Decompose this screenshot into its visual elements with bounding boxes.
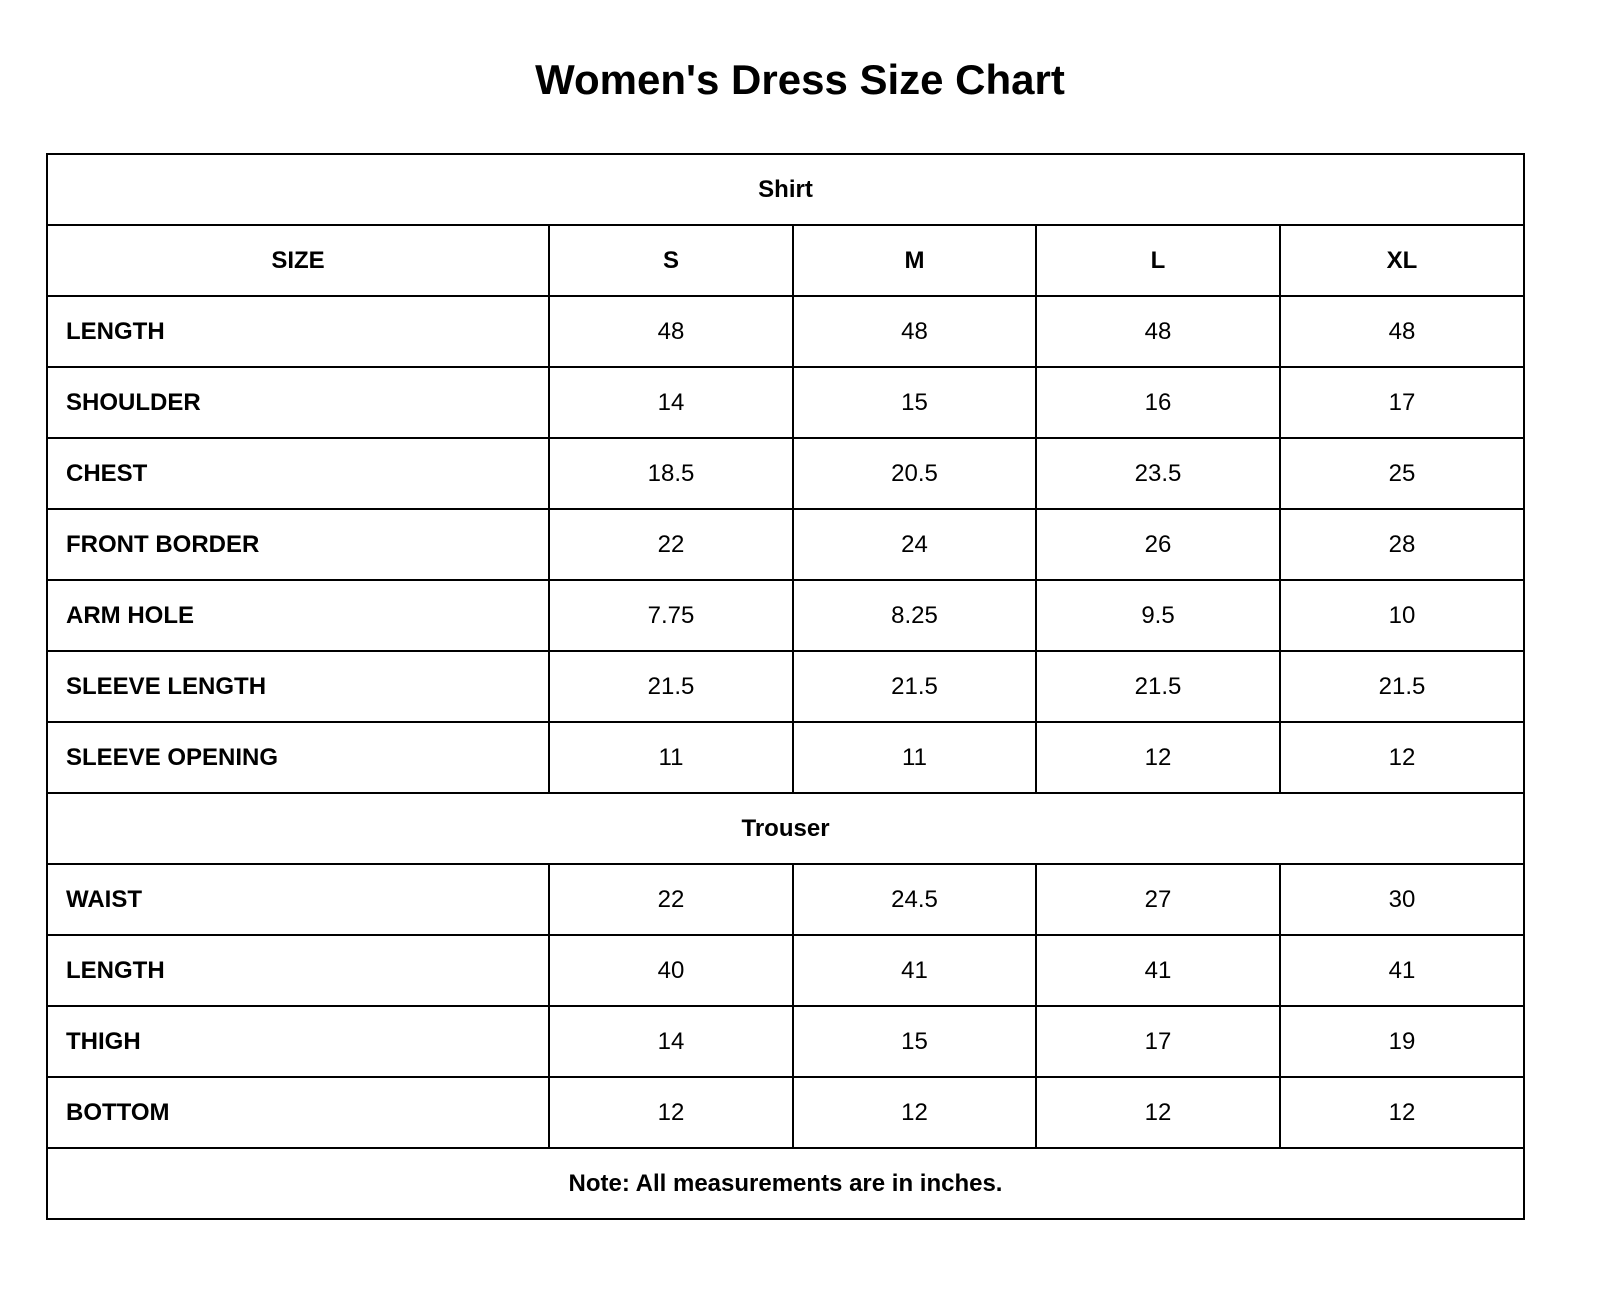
value-cell: 12 <box>1036 722 1280 793</box>
table-row <box>47 1077 1524 1148</box>
row-label: LENGTH <box>47 935 549 1006</box>
row-label: CHEST <box>47 438 549 509</box>
section-title-shirt: Shirt <box>47 154 1524 225</box>
value-cell: 48 <box>549 296 793 367</box>
value-cell: 19 <box>1280 1006 1524 1077</box>
value-cell: 28 <box>1280 509 1524 580</box>
table-row <box>47 580 1524 651</box>
value-cell: 24.5 <box>793 864 1036 935</box>
value-cell: 14 <box>549 367 793 438</box>
row-label: SHOULDER <box>47 367 549 438</box>
value-cell: 11 <box>793 722 1036 793</box>
measurement-note: Note: All measurements are in inches. <box>47 1148 1524 1219</box>
section-title-trouser: Trouser <box>47 793 1524 864</box>
section-header-row <box>47 793 1524 864</box>
value-cell: 8.25 <box>793 580 1036 651</box>
value-cell: 23.5 <box>1036 438 1280 509</box>
header-cell-l: L <box>1036 225 1280 296</box>
value-cell: 15 <box>793 367 1036 438</box>
row-label: THIGH <box>47 1006 549 1077</box>
value-cell: 30 <box>1280 864 1524 935</box>
value-cell: 21.5 <box>793 651 1036 722</box>
row-label: ARM HOLE <box>47 580 549 651</box>
value-cell: 9.5 <box>1036 580 1280 651</box>
value-cell: 21.5 <box>1280 651 1524 722</box>
table-row <box>47 438 1524 509</box>
value-cell: 25 <box>1280 438 1524 509</box>
value-cell: 40 <box>549 935 793 1006</box>
table-row <box>47 509 1524 580</box>
row-label: SLEEVE OPENING <box>47 722 549 793</box>
table-row <box>47 864 1524 935</box>
row-label: LENGTH <box>47 296 549 367</box>
row-label: BOTTOM <box>47 1077 549 1148</box>
value-cell: 41 <box>793 935 1036 1006</box>
value-cell: 22 <box>549 864 793 935</box>
value-cell: 41 <box>1280 935 1524 1006</box>
value-cell: 11 <box>549 722 793 793</box>
value-cell: 20.5 <box>793 438 1036 509</box>
note-row <box>47 1148 1524 1219</box>
value-cell: 15 <box>793 1006 1036 1077</box>
value-cell: 26 <box>1036 509 1280 580</box>
header-cell-s: S <box>549 225 793 296</box>
table-row <box>47 935 1524 1006</box>
value-cell: 22 <box>549 509 793 580</box>
row-label: SLEEVE LENGTH <box>47 651 549 722</box>
row-label: FRONT BORDER <box>47 509 549 580</box>
table-row <box>47 367 1524 438</box>
value-cell: 24 <box>793 509 1036 580</box>
page-title: Women's Dress Size Chart <box>535 56 1065 103</box>
size-chart-table <box>46 153 1525 1220</box>
value-cell: 12 <box>549 1077 793 1148</box>
value-cell: 12 <box>1280 1077 1524 1148</box>
value-cell: 16 <box>1036 367 1280 438</box>
value-cell: 48 <box>1036 296 1280 367</box>
value-cell: 10 <box>1280 580 1524 651</box>
value-cell: 48 <box>793 296 1036 367</box>
table-row <box>47 651 1524 722</box>
value-cell: 27 <box>1036 864 1280 935</box>
table-row <box>47 296 1524 367</box>
value-cell: 12 <box>1036 1077 1280 1148</box>
value-cell: 17 <box>1280 367 1524 438</box>
value-cell: 21.5 <box>1036 651 1280 722</box>
header-cell-size: SIZE <box>47 225 549 296</box>
table-row <box>47 722 1524 793</box>
value-cell: 14 <box>549 1006 793 1077</box>
header-cell-xl: XL <box>1280 225 1524 296</box>
value-cell: 17 <box>1036 1006 1280 1077</box>
value-cell: 21.5 <box>549 651 793 722</box>
section-header-row <box>47 154 1524 225</box>
value-cell: 12 <box>793 1077 1036 1148</box>
table-row <box>47 1006 1524 1077</box>
header-cell-m: M <box>793 225 1036 296</box>
value-cell: 7.75 <box>549 580 793 651</box>
value-cell: 12 <box>1280 722 1524 793</box>
value-cell: 48 <box>1280 296 1524 367</box>
value-cell: 41 <box>1036 935 1280 1006</box>
row-label: WAIST <box>47 864 549 935</box>
value-cell: 18.5 <box>549 438 793 509</box>
size-header-row <box>47 225 1524 296</box>
